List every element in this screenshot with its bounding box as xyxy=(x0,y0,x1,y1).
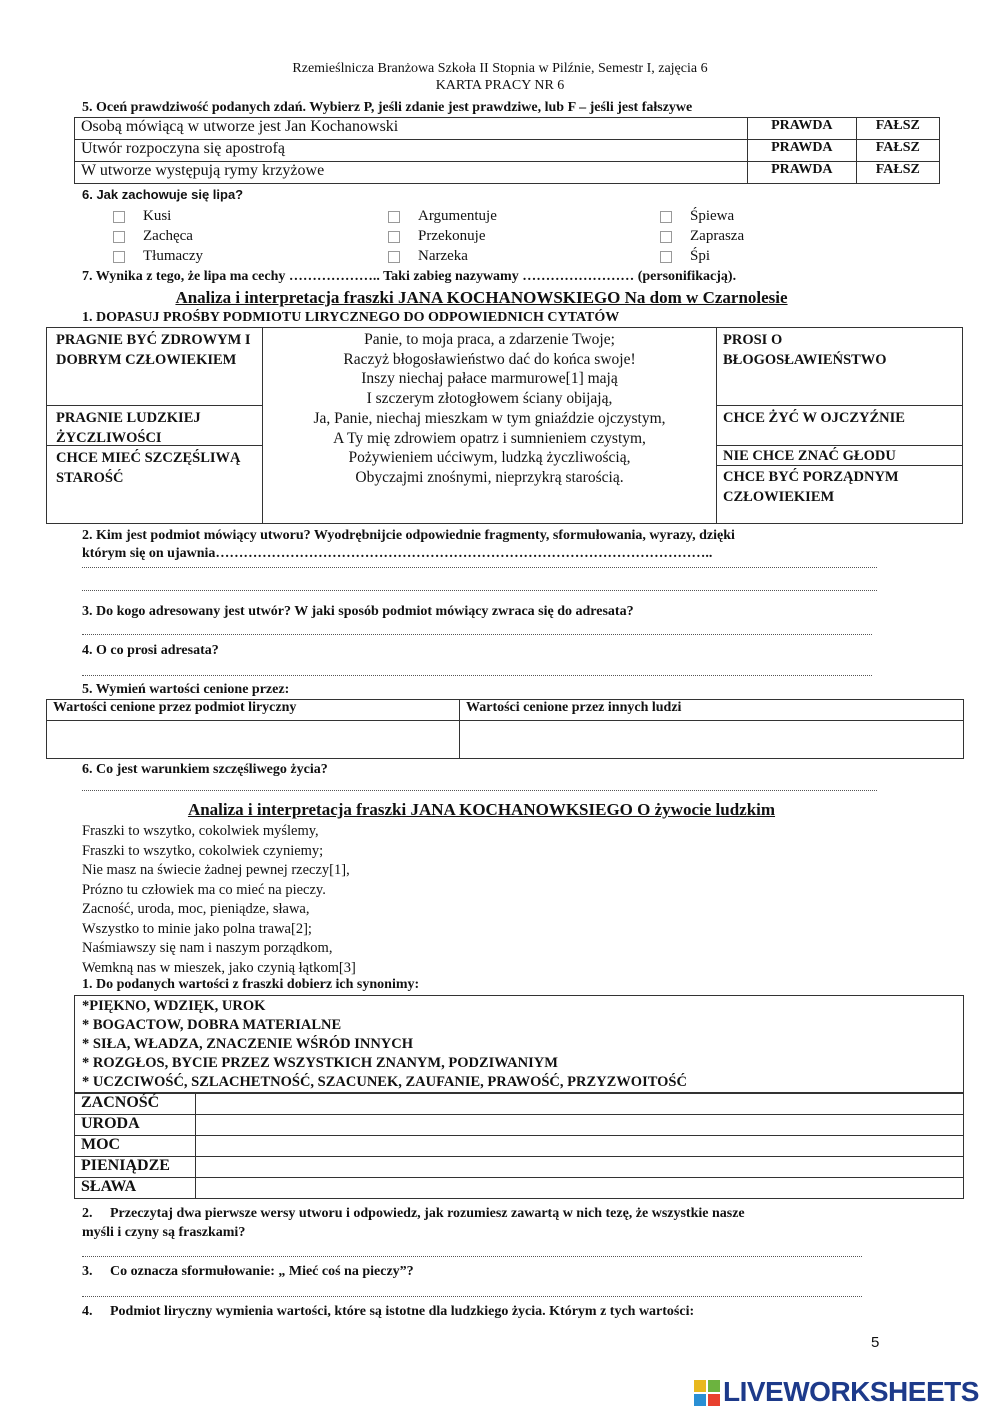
s2-q2-cont: myśli i czyny są fraszkami? xyxy=(82,1225,246,1240)
tf-false-2[interactable]: FAŁSZ xyxy=(856,140,939,162)
option-narzeka[interactable]: Narzeka xyxy=(388,246,497,266)
logo-blocks-icon xyxy=(693,1379,721,1407)
s1-q6: 6. Co jest warunkiem szczęśliwego życia? xyxy=(82,762,328,777)
s1-q3: 3. Do kogo adresowany jest utwór? W jaki sposób podmiot mówiący zwraca się do adresata? xyxy=(82,604,634,619)
value-moc: MOC xyxy=(75,1136,196,1157)
page-number: 5 xyxy=(871,1334,880,1351)
value-zacnosc: ZACNOŚĆ xyxy=(75,1094,196,1115)
answer-line[interactable] xyxy=(82,590,877,591)
tf-statement-1: Osobą mówiącą w utworze jest Jan Kochanowski xyxy=(75,118,748,140)
synonym-item[interactable]: *PIĘKNO, WDZIĘK, UROK xyxy=(82,998,266,1014)
values-cell-others[interactable] xyxy=(460,721,964,759)
request-blessing[interactable]: PROSI O BŁOGOSŁAWIEŃSTWO xyxy=(723,332,887,368)
s2-q2: 2. Przeczytaj dwa pierwsze wersy utworu i odpowiedz, jak rozumiesz zawartą w nich tezę, że wszystkie nasze xyxy=(82,1206,745,1221)
divider xyxy=(716,327,717,524)
q6-options-col1 xyxy=(113,206,203,266)
q5-instruction: 5. Oceń prawdziwość podanych zdań. Wybierz P, jeśli zdanie jest prawdziwe, lub F – jeśli jest fałszywe xyxy=(82,100,693,115)
section1-title: Analiza i interpretacja fraszki JANA KOCHANOWSKIEGO Na dom w Czarnolesie xyxy=(175,288,788,307)
values-table xyxy=(46,699,964,759)
checkbox-icon[interactable] xyxy=(388,251,400,263)
school-header: Rzemieślnicza Branżowa Szkoła II Stopnia w Pilźnie, Semestr I, zajęcia 6 xyxy=(292,61,708,76)
q6-options-col2 xyxy=(388,206,497,266)
option-spi[interactable]: Śpi xyxy=(660,246,744,266)
tf-statement-3: W utworze występują rymy krzyżowe xyxy=(75,162,748,184)
poem-line: Wemkną nas w mieszek, jako czynią łątkom[3] xyxy=(82,959,356,976)
synonym-drop-cell[interactable] xyxy=(196,1136,964,1157)
synonym-drop-cell[interactable] xyxy=(196,1157,964,1178)
s1-q2-cont: którym się on ujawnia…………………………………………………………………………………………….. xyxy=(82,546,713,561)
option-tlumaczy[interactable]: Tłumaczy xyxy=(113,246,203,266)
request-healthy-good[interactable]: PRAGNIE BYĆ ZDROWYM I DOBRYM CZŁOWIEKIEM xyxy=(56,332,251,368)
q6-options-col3 xyxy=(660,206,744,266)
divider xyxy=(716,405,963,406)
poem-line: A Ty mię zdrowiem opatrz i sumnieniem czystym, xyxy=(333,429,646,447)
option-zacheca[interactable]: Zachęca xyxy=(113,226,203,246)
option-argumentuje[interactable]: Argumentuje xyxy=(388,206,497,226)
q6-question: 6. Jak zachowuje się lipa? xyxy=(82,187,244,202)
poem-line: Raczyż błogosławieństwo dać do końca swoje! xyxy=(343,350,636,368)
answer-line[interactable] xyxy=(82,1296,862,1297)
checkbox-icon[interactable] xyxy=(388,231,400,243)
request-decent-person[interactable]: CHCE BYĆ PORZĄDNYM CZŁOWIEKIEM xyxy=(723,469,899,505)
values-header-others: Wartości cenione przez innych ludzi xyxy=(460,700,964,721)
poem-line: Pożywieniem ućciwym, ludzką życzliwością, xyxy=(348,449,631,467)
checkbox-icon[interactable] xyxy=(113,251,125,263)
poem-czarnolas xyxy=(263,330,716,488)
checkbox-icon[interactable] xyxy=(113,231,125,243)
tf-statement-2: Utwór rozpoczyna się apostrofą xyxy=(75,140,748,162)
s1-q2: 2. Kim jest podmiot mówiący utworu? Wyodrębnijcie odpowiednie fragmenty, sformułowania, wyrazy, dzięki xyxy=(82,528,735,543)
section2-title: Analiza i interpretacja fraszki JANA KOCHANOWKSIEGO O żywocie ludzkim xyxy=(187,800,776,819)
answer-line[interactable] xyxy=(82,567,877,568)
tf-false-1[interactable]: FAŁSZ xyxy=(856,118,939,140)
divider xyxy=(46,405,262,406)
divider xyxy=(716,465,963,466)
synonym-item[interactable]: * SIŁA, WŁADZA, ZNACZENIE WŚRÓD INNYCH xyxy=(82,1036,414,1052)
answer-line[interactable] xyxy=(82,675,872,676)
worksheet-title: KARTA PRACY NR 6 xyxy=(435,78,565,93)
section1-task1: 1. DOPASUJ PROŚBY PODMIOTU LIRYCZNEGO DO ODPOWIEDNICH CYTATÓW xyxy=(82,310,620,325)
synonym-item[interactable]: * ROZGŁOS, BYCIE PRZEZ WSZYSTKICH ZNANYM, PODZIWANIYM xyxy=(82,1055,558,1071)
tf-true-2[interactable]: PRAWDA xyxy=(748,140,857,162)
value-uroda: URODA xyxy=(75,1115,196,1136)
poem-line: Wszystko to minie jako polna trawa[2]; xyxy=(82,920,312,937)
request-happy-old-age[interactable]: CHCE MIEĆ SZCZĘŚLIWĄ STAROŚĆ xyxy=(56,450,241,486)
synonym-drop-cell[interactable] xyxy=(196,1094,964,1115)
poem-line: Fraszki to wszytko, cokolwiek czyniemy; xyxy=(82,842,324,859)
poem-line: Obyczajmi znośnymi, nieprzykrą starością. xyxy=(355,468,624,486)
poem-line: Prózno tu człowiek ma co mieć na pieczy. xyxy=(82,881,326,898)
option-kusi[interactable]: Kusi xyxy=(113,206,203,226)
values-header-subject: Wartości cenione przez podmiot liryczny xyxy=(47,700,460,721)
poem-line: Panie, to moja praca, a zdarzenie Twoje; xyxy=(364,331,615,348)
divider xyxy=(716,445,963,446)
tf-true-1[interactable]: PRAWDA xyxy=(748,118,857,140)
option-zaprasza[interactable]: Zaprasza xyxy=(660,226,744,246)
synonym-drop-cell[interactable] xyxy=(196,1115,964,1136)
logo-text: LIVEWORKSHEETS xyxy=(723,1376,979,1407)
s2-q3: 3. Co oznacza sformułowanie: „ Mieć coś na pieczy”? xyxy=(82,1264,414,1279)
liveworksheets-logo xyxy=(693,1378,993,1408)
answer-line[interactable] xyxy=(82,790,877,791)
s1-q5: 5. Wymień wartości cenione przez: xyxy=(82,682,290,697)
true-false-table xyxy=(74,117,940,184)
poem-line: Naśmiawszy się nam i naszym porządkom, xyxy=(82,940,333,956)
checkbox-icon[interactable] xyxy=(113,211,125,223)
option-spiewa[interactable]: Śpiewa xyxy=(660,206,744,226)
request-no-hunger[interactable]: NIE CHCE ZNAĆ GŁODU xyxy=(723,448,896,464)
value-pieniadze: PIENIĄDZE xyxy=(75,1157,196,1178)
synonym-drop-cell[interactable] xyxy=(196,1178,964,1199)
poem-line: Zacność, uroda, moc, pieniądze, sława, xyxy=(82,901,310,917)
tf-false-3[interactable]: FAŁSZ xyxy=(856,162,939,184)
s2-task1: 1. Do podanych wartości z fraszki dobierz ich synonimy: xyxy=(82,977,420,992)
poem-line: Ja, Panie, niechaj mieszkam w tym gniaździe ojczystym, xyxy=(313,409,666,427)
q7-sentence: 7. Wynika z tego, że lipa ma cechy ……………….. Taki zabieg nazywamy …………………… (personifikacją). xyxy=(82,269,737,284)
checkbox-icon[interactable] xyxy=(660,231,672,243)
poem-line: Fraszki to wszytko, cokolwiek myślemy, xyxy=(82,823,319,839)
synonym-item[interactable]: * BOGACTOW, DOBRA MATERIALNE xyxy=(82,1017,342,1033)
request-homeland[interactable]: CHCE ŻYĆ W OJCZYŹNIE xyxy=(723,410,905,426)
answer-line[interactable] xyxy=(82,1256,862,1257)
answer-line[interactable] xyxy=(82,634,872,635)
poem-line: Inszy niechaj pałace marmurowe[1] mają xyxy=(361,370,618,388)
value-slawa: SŁAWA xyxy=(75,1178,196,1199)
poem-human-life xyxy=(82,822,356,978)
checkbox-icon[interactable] xyxy=(660,251,672,263)
checkbox-icon[interactable] xyxy=(388,211,400,223)
option-przekonuje[interactable]: Przekonuje xyxy=(388,226,497,246)
values-synonyms-table xyxy=(74,1093,964,1199)
tf-true-3[interactable]: PRAWDA xyxy=(748,162,857,184)
s2-q4: 4. Podmiot liryczny wymienia wartości, które są istotne dla ludzkiego życia. Którym z tych wartości: xyxy=(82,1304,695,1319)
request-kindness[interactable]: PRAGNIE LUDZKIEJ ŻYCZLIWOŚCI xyxy=(56,410,201,446)
s1-q4: 4. O co prosi adresata? xyxy=(82,643,219,658)
synonyms-list xyxy=(82,997,687,1092)
poem-line: I szczerym złotogłowem ściany obijają, xyxy=(366,390,613,408)
checkbox-icon[interactable] xyxy=(660,211,672,223)
poem-line: Nie masz na świecie żadnej pewnej rzeczy[1], xyxy=(82,862,350,878)
values-cell-subject[interactable] xyxy=(47,721,460,759)
synonym-item[interactable]: * UCZCIWOŚĆ, SZLACHETNOŚĆ, SZACUNEK, ZAUFANIE, PRAWOŚĆ, PRZYZWOITOŚĆ xyxy=(82,1074,687,1090)
